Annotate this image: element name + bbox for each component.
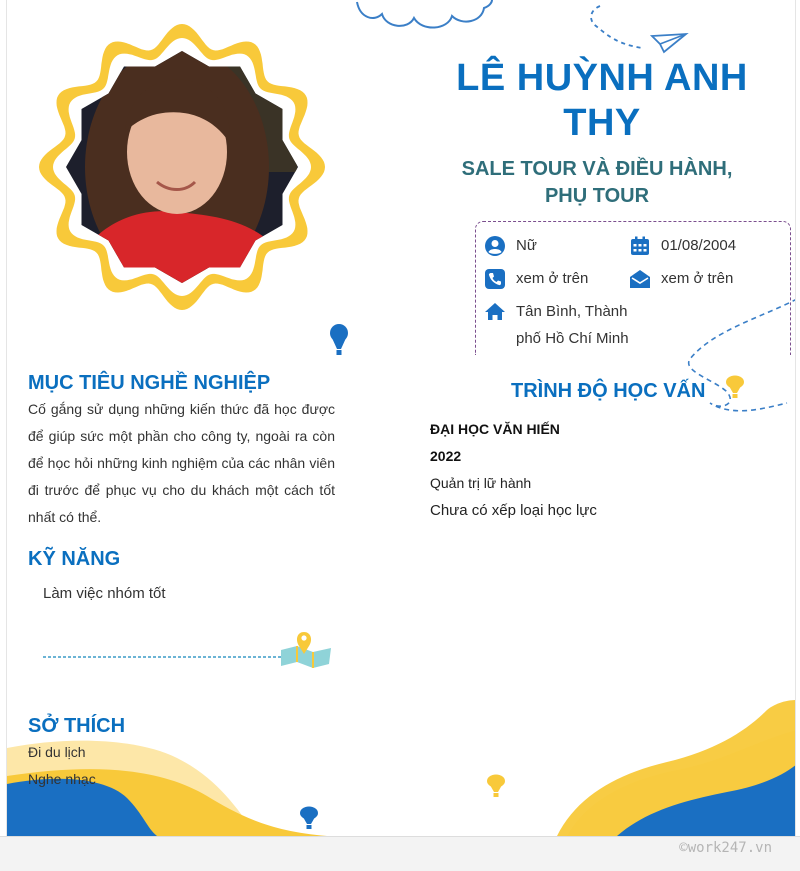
job-title bbox=[447, 156, 747, 210]
name-line-2: THY bbox=[563, 102, 641, 144]
user-icon bbox=[484, 235, 506, 257]
education-major: Quản trị lữ hành bbox=[430, 475, 532, 491]
skill-item: Làm việc nhóm tốt bbox=[43, 585, 166, 602]
hot-air-balloon-icon bbox=[725, 375, 745, 401]
gender-item bbox=[484, 232, 537, 259]
phone-item bbox=[484, 265, 588, 292]
candidate-name bbox=[437, 56, 767, 146]
paper-plane-icon bbox=[582, 4, 697, 59]
hobbies-title: SỞ THÍCH bbox=[28, 715, 126, 737]
address-line-2: phố Hồ Chí Minh bbox=[516, 330, 629, 347]
wave-decoration-right bbox=[557, 700, 796, 836]
birthday-item bbox=[629, 232, 736, 259]
hobby-item: Nghe nhạc bbox=[28, 771, 96, 787]
gender-value: Nữ bbox=[516, 237, 537, 254]
map-pin-icon bbox=[41, 628, 336, 670]
email-item bbox=[629, 265, 733, 292]
birthday-value: 01/08/2004 bbox=[661, 237, 737, 254]
hobby-item: Đi du lịch bbox=[28, 744, 86, 760]
watermark: ©work247.vn bbox=[679, 840, 772, 856]
calendar-icon bbox=[629, 235, 651, 257]
education-title: TRÌNH ĐỘ HỌC VẤN bbox=[511, 380, 706, 402]
skills-title: KỸ NĂNG bbox=[28, 548, 121, 570]
hot-air-balloon-icon bbox=[329, 323, 349, 357]
address-line-1: Tân Bình, Thành bbox=[516, 303, 628, 320]
name-line-1: LÊ HUỲNH ANH bbox=[456, 57, 748, 99]
objective-title: MỤC TIÊU NGHỀ NGHIỆP bbox=[28, 372, 271, 394]
address-item bbox=[484, 298, 629, 352]
hot-air-balloon-icon bbox=[299, 806, 319, 832]
phone-value: xem ở trên bbox=[516, 270, 589, 287]
cloud-icon bbox=[352, 0, 497, 40]
job-line-2: PHỤ TOUR bbox=[544, 185, 650, 207]
home-icon bbox=[484, 301, 506, 323]
email-value: xem ở trên bbox=[661, 270, 734, 287]
education-school: ĐẠI HỌC VĂN HIẾN bbox=[430, 421, 560, 437]
education-year: 2022 bbox=[430, 448, 462, 464]
cv-page bbox=[6, 0, 796, 836]
envelope-icon bbox=[629, 268, 651, 290]
profile-photo bbox=[37, 22, 327, 312]
job-line-1: SALE TOUR VÀ ĐIỀU HÀNH, bbox=[461, 158, 733, 180]
education-grade: Chưa có xếp loại học lực bbox=[430, 502, 597, 519]
phone-icon bbox=[484, 268, 506, 290]
objective-text: Cố gắng sử dụng những kiến thức đã học được để giúp sức một phần cho công ty, ngoài ra còn để học hỏi những kinh nghiệm của các nhân viên đi trước để phục vụ cho du khách một cách tốt nhất có thể. bbox=[28, 401, 335, 525]
hot-air-balloon-icon bbox=[486, 774, 506, 800]
